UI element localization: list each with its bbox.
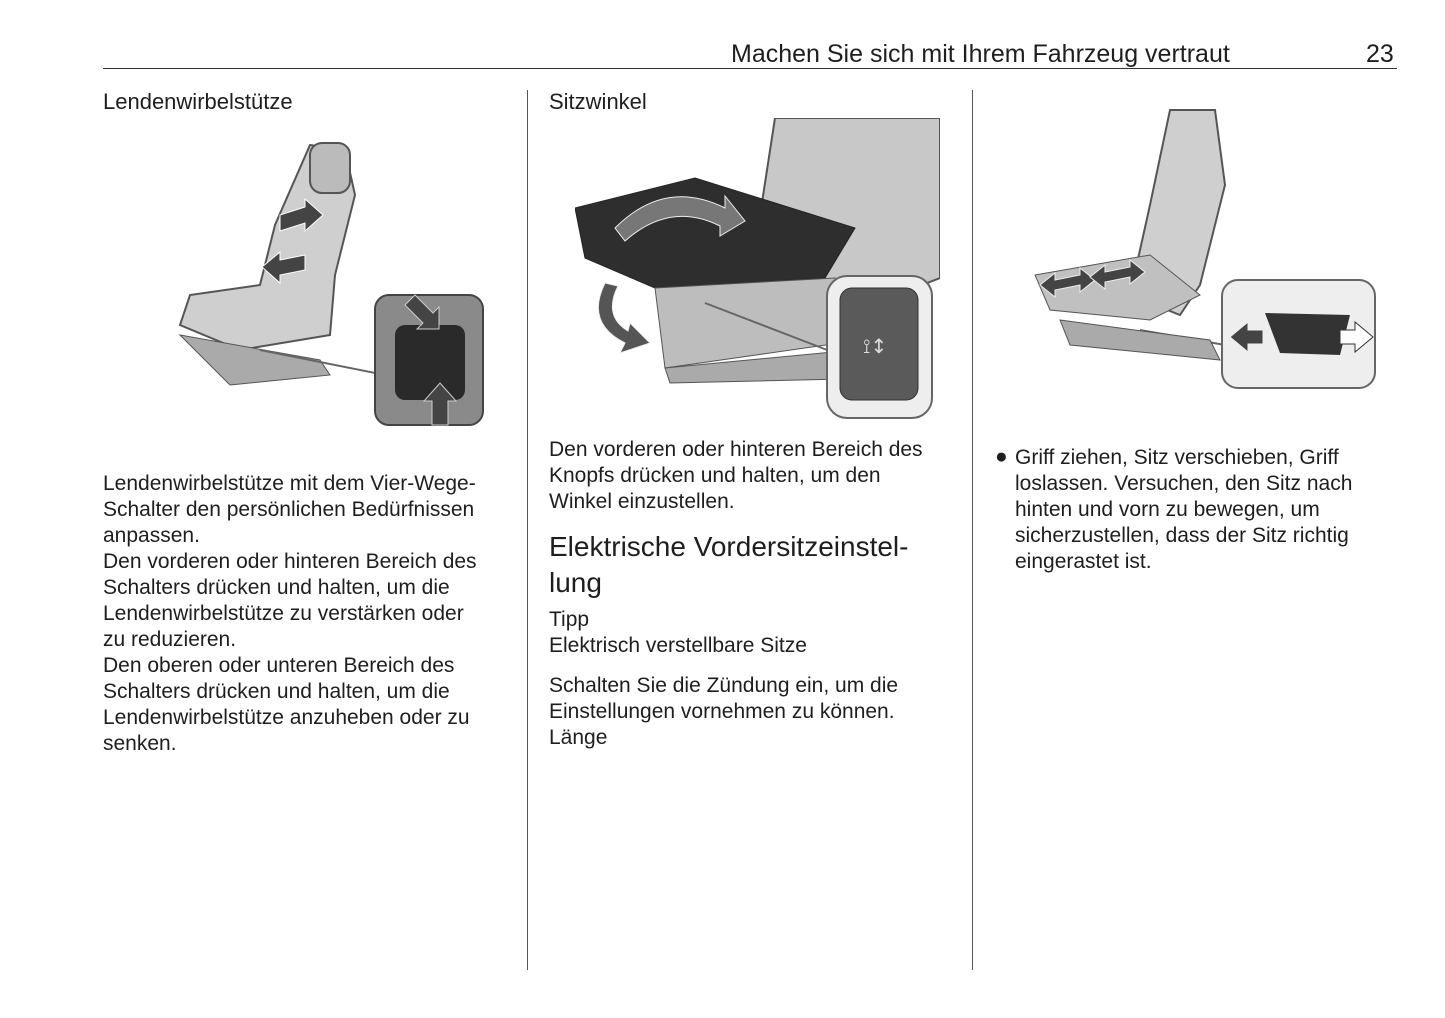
seat-length-illustration [1030,105,1380,395]
running-header-title: Machen Sie sich mit Ihrem Fahrzeug vertraut [731,40,1230,68]
header-rule [103,68,1397,69]
lumbar-paragraph: Den vorderen oder hinteren Bereich des Schalters drücken und halten, um die Lendenwirbelstütze zu verstärken oder zu reduzieren. [103,550,477,651]
tip-label: Tipp [549,608,590,631]
seat-angle-illustration [575,118,940,423]
column-divider [972,90,973,970]
bullet-text: Griff ziehen, Sitz verschieben, Griff loslassen. Versuchen, den Sitz nach hinten und vorn zu bewegen, um sicherzustellen, dass der Sitz richtig eingerastet ist. [1015,446,1353,573]
section-heading-seat-angle: Sitzwinkel [549,89,647,114]
section-title-electric-seat: Elektrische Vordersitzeinstel- lung [549,531,909,598]
seat-angle-paragraph: Den vorderen oder hinteren Bereich des Knopfs drücken und halten, um den Winkel einzustellen. [549,438,923,513]
lumbar-paragraph: Lendenwirbelstütze mit dem Vier-Wege- Schalter den persönlichen Bedürfnissen anpassen. [103,472,476,547]
svg-text:⟟↕: ⟟↕ [863,334,888,358]
bullet-icon: ● [995,445,1008,468]
lumbar-seat-illustration [170,135,490,430]
tip-text: Schalten Sie die Zündung ein, um die Einstellungen vornehmen zu können. [549,674,899,723]
lumbar-paragraph: Den oberen oder unteren Bereich des Schalters drücken und halten, um die Lendenwirbelstütze anzuheben oder zu senken. [103,654,470,755]
column-divider [527,90,528,970]
page-number: 23 [1366,40,1394,68]
tip-title: Elektrisch verstellbare Sitze [549,634,807,657]
subheading-length: Länge [549,726,608,749]
section-heading-lumbar: Lendenwirbelstütze [103,89,293,114]
